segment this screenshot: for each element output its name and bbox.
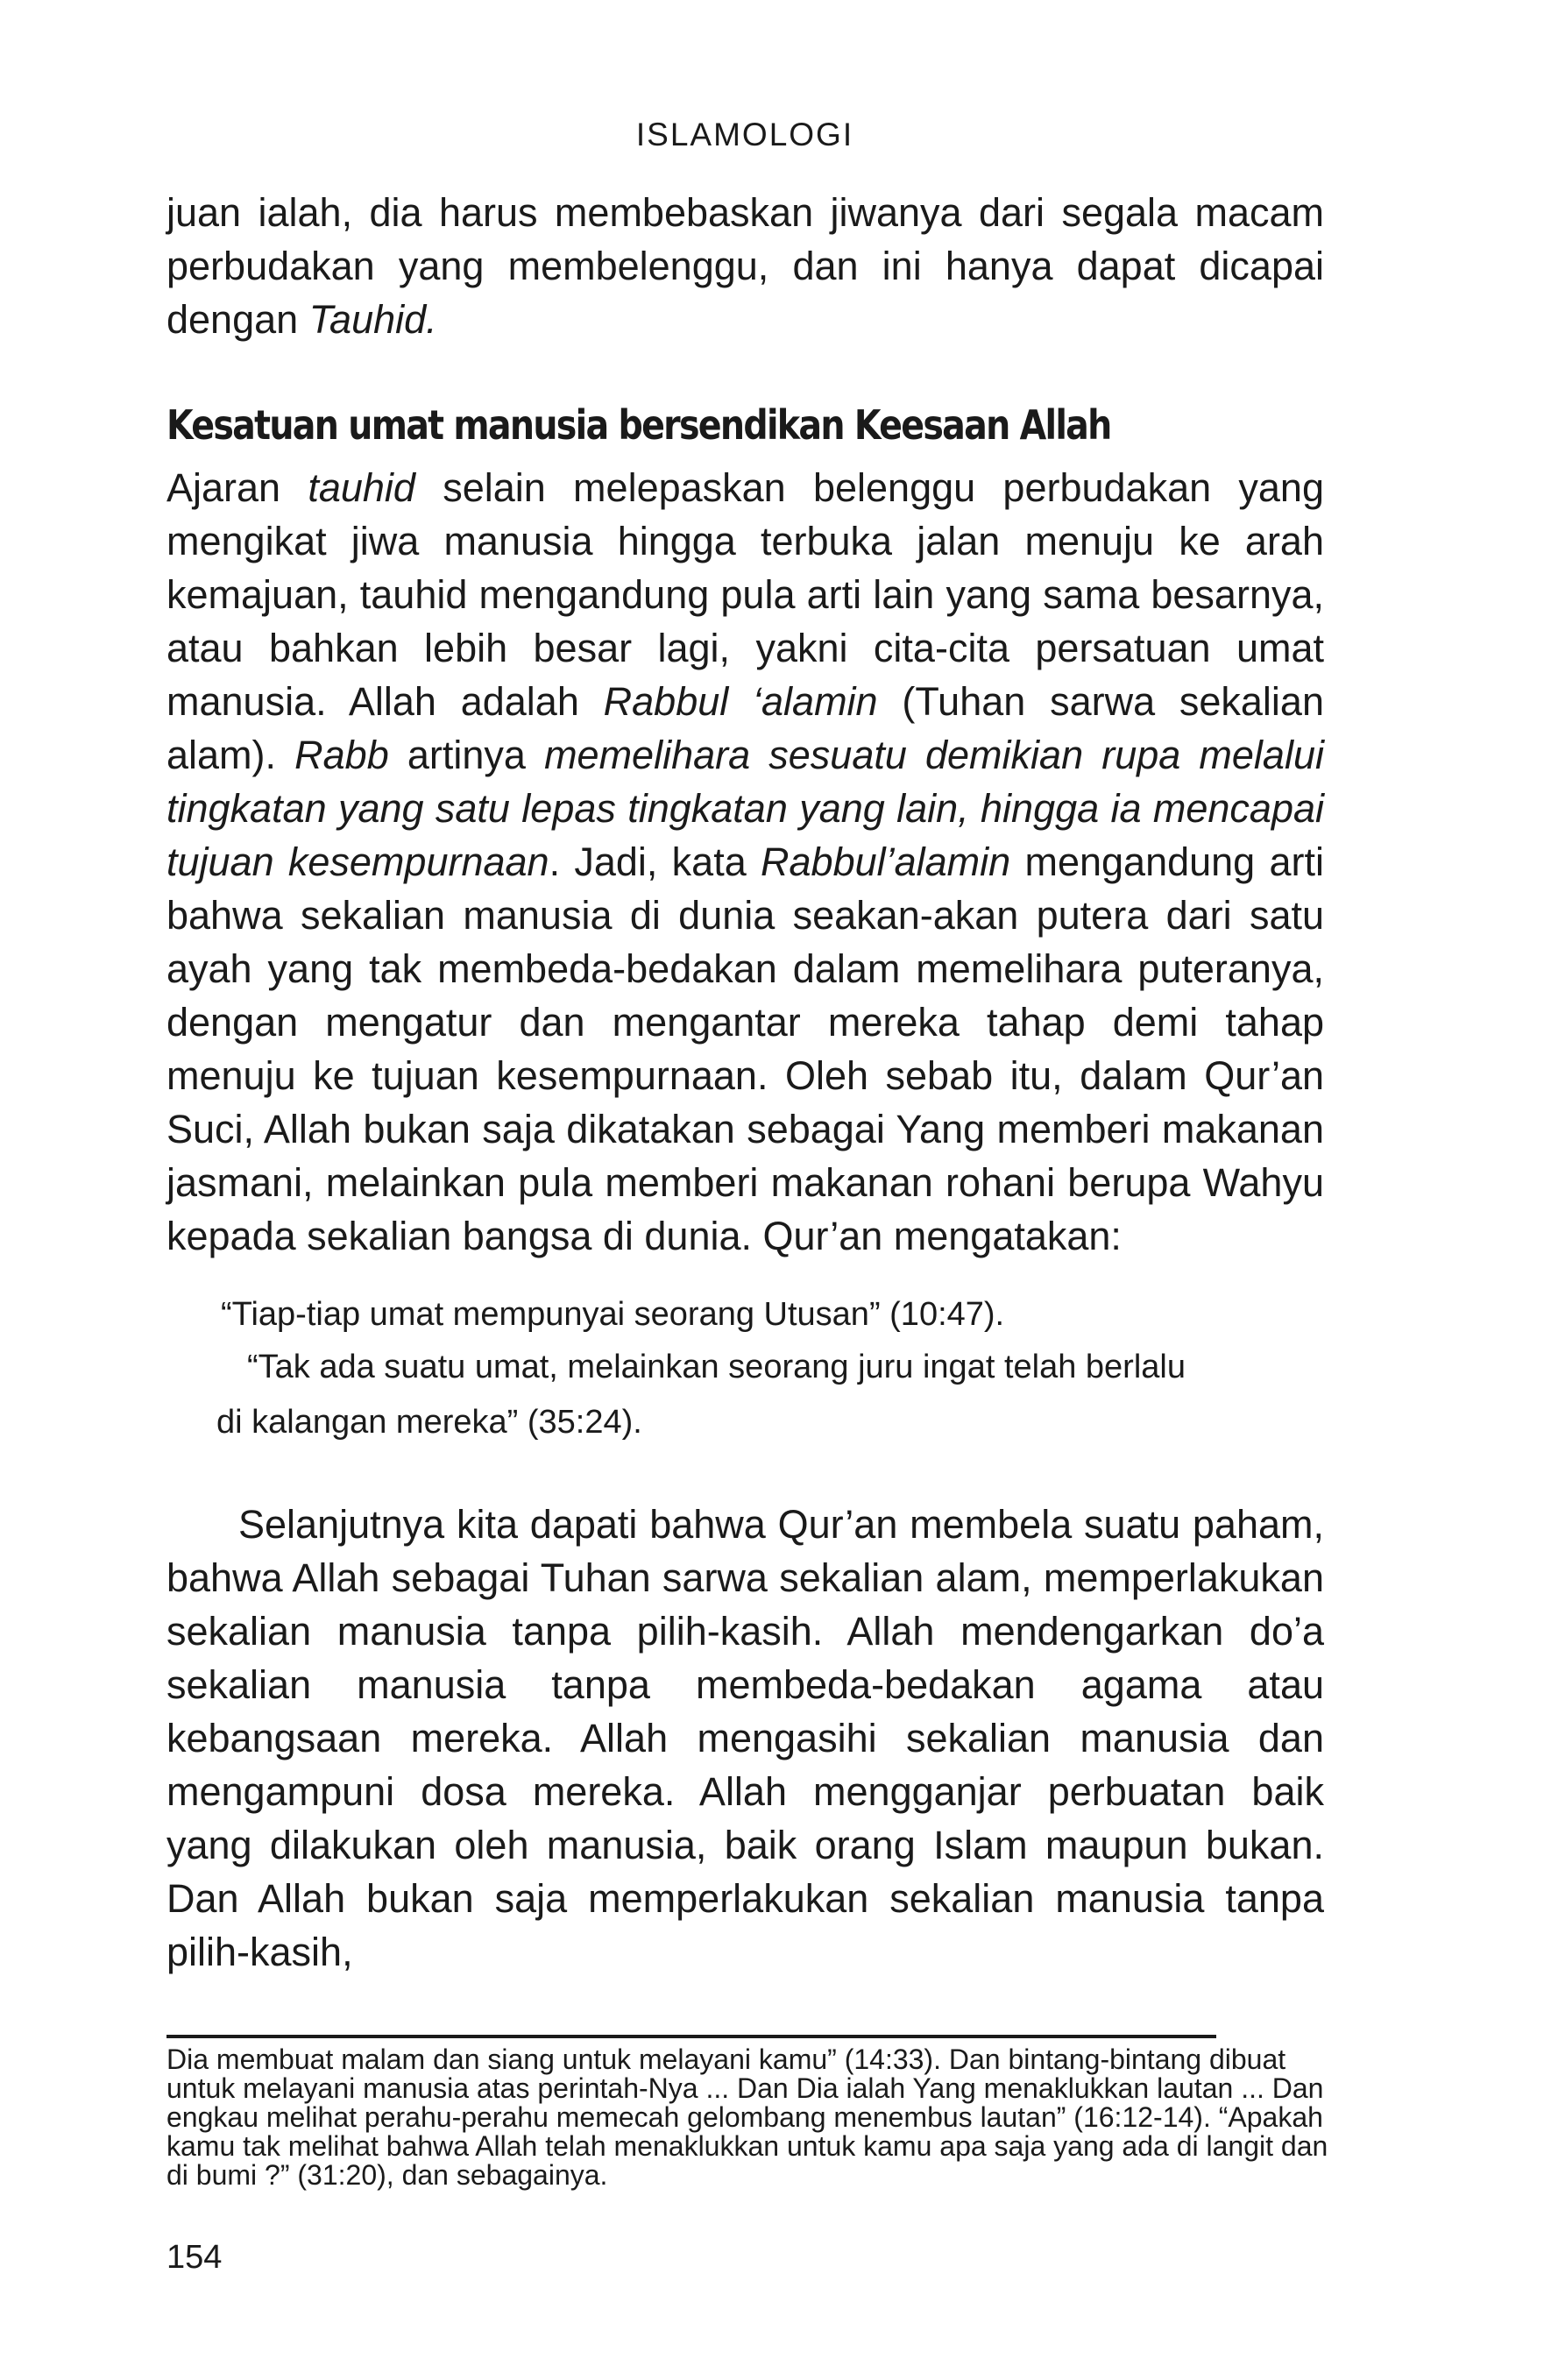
p1-italic-3: Rabb bbox=[294, 733, 389, 777]
p1-text-5: . Jadi, kata bbox=[549, 839, 747, 884]
p1-italic-5: Rabbul’alamin bbox=[761, 839, 1011, 884]
page-number: 154 bbox=[166, 2239, 223, 2276]
footnote: Dia membuat malam dan siang untuk melayani kamu” (14:33). Dan bintang-bintang dibuat untuk melayani manusia atas perintah-Nya ... Dan Dia ialah Yang menaklukkan lautan ... Dan engkau melihat perahu-perahu memecah gelombang menembus lautan” (16:12-14). “Apakah kamu tak melihat bahwa Allah telah menaklukkan untuk kamu apa saja yang ada di langit dan di bumi ?” (31:20), dan sebagainya. bbox=[166, 2044, 1328, 2191]
p1-italic-1: tauhid bbox=[308, 465, 415, 510]
quote-1: “Tiap-tiap umat mempunyai seorang Utusan” (10:47). bbox=[221, 1296, 1005, 1333]
p1-italic-4: memelihara sesuatu demikian rupa melalui tingkatan yang satu lepas tingkatan yang lain, hingga ia mencapai tujuan kesempurnaan bbox=[166, 733, 1324, 884]
p1-text-2: selain melepaskan belenggu perbudakan yang mengikat jiwa manusia hingga terbuka jalan menuju ke arah kemajuan, tauhid mengandung pula arti lain yang sama besarnya, atau bahkan lebih besar lagi, yakni cita-cita persatuan umat manusia. Allah adalah bbox=[166, 465, 1324, 724]
intro-text: juan ialah, dia harus membebaskan jiwanya dari segala macam perbudakan yang membelenggu, dan ini hanya dapat dicapai dengan bbox=[166, 190, 1324, 342]
p1-text-6: mengandung arti bahwa sekalian manusia di dunia seakan-akan putera dari satu ayah yang tak membeda-bedakan dalam memelihara puteranya, dengan mengatur dan mengantar mereka tahap demi tahap menuju ke tujuan kesempurnaan. Oleh sebab itu, dalam Qur’an Suci, Allah bukan saja dikatakan sebagai Yang memberi makanan jasmani, melainkan pula memberi makanan rohani berupa Wahyu kepada sekalian bangsa di dunia. Qur’an mengatakan: bbox=[166, 839, 1324, 1258]
p1-text-1: Ajaran bbox=[166, 465, 281, 510]
p1-text-3: (Tuhan sarwa sekalian alam). bbox=[166, 679, 1324, 777]
paragraph-1 bbox=[166, 461, 1324, 1263]
footnote-divider bbox=[166, 2035, 1216, 2038]
p1-text-4: artinya bbox=[407, 733, 526, 777]
running-header: ISLAMOLOGI bbox=[635, 117, 854, 152]
paragraph-2: Selanjutnya kita dapati bahwa Qur’an membela suatu paham, bahwa Allah sebagai Tuhan sarwa sekalian alam, memperlakukan sekalian manusia tanpa pilih-kasih. Allah mendengarkan do’a sekalian manusia tanpa membeda-bedakan agama atau kebangsaan mereka. Allah mengasihi sekalian manusia dan mengampuni dosa mereka. Allah mengganjar perbuatan baik yang dilakukan oleh manusia, baik orang Islam maupun bukan. Dan Allah bukan saja memperlakukan sekalian manusia tanpa pilih-kasih, bbox=[166, 1502, 1324, 1974]
intro-paragraph bbox=[166, 186, 1324, 346]
quote-2-line-1: “Tak ada suatu umat, melainkan seorang juru ingat telah berlalu bbox=[247, 1349, 1186, 1385]
intro-italic: Tauhid. bbox=[308, 297, 437, 342]
section-heading: Kesatuan umat manusia bersendikan Keesaan Allah bbox=[166, 401, 1111, 449]
quote-2-line-2: di kalangan mereka” (35:24). bbox=[216, 1404, 642, 1441]
p1-italic-2: Rabbul ‘alamin bbox=[603, 679, 878, 724]
